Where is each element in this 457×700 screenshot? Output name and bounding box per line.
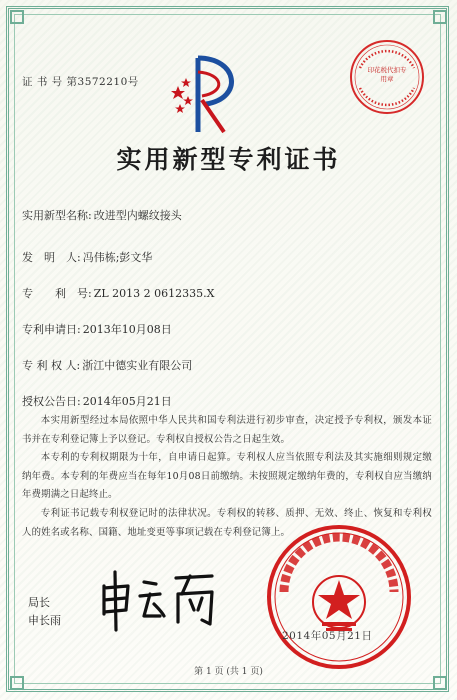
utility-model-name-row — [22, 207, 182, 223]
filing-date-row — [22, 321, 172, 337]
inventor-row — [22, 249, 152, 265]
director-name: 申长雨 — [28, 614, 61, 627]
corner-ornament — [10, 676, 24, 690]
cnipa-logo-icon — [168, 52, 248, 136]
director-title: 局长 — [28, 596, 50, 609]
field-label: 专 利 权 人: — [22, 359, 81, 372]
body-paragraph: 专利证书记载专利权登记时的法律状况。专利权的转移、质押、无效、终止、恢复和专利权人的姓名或名称、国籍、地址变更等事项记载在专利登记簿上。 — [22, 507, 432, 538]
field-label: 实用新型名称: — [22, 209, 92, 222]
director-signature — [94, 564, 224, 634]
corner-ornament — [433, 676, 447, 690]
body-paragraph: 本专利的专利权期限为十年，自申请日起算。专利权人应当依照专利法及其实施细则规定缴纳年费。本专利的年费应当在每年10月08日前缴纳。未按照规定缴纳年费的，专利权自应当缴纳年费期满之日起终止。 — [22, 452, 432, 501]
field-value: ZL 2013 2 0612335.X — [93, 287, 215, 300]
seal-date: 2014年05月21日 — [282, 630, 373, 642]
body-paragraph: 本实用新型经过本局依照中华人民共和国专利法进行初步审查，决定授予专利权，颁发本证书并在专利登记簿上予以登记。专利权自授权公告之日起生效。 — [22, 415, 432, 445]
page-footer: 第 1 页 (共 1 页) — [194, 667, 263, 677]
grant-date-row — [22, 393, 172, 409]
corner-ornament — [433, 10, 447, 24]
tax-stamp-seal — [348, 38, 426, 116]
field-label: 专利申请日: — [22, 323, 81, 336]
field-value: 改进型内螺纹接头 — [93, 209, 182, 222]
field-value: 冯伟栋;彭文华 — [82, 251, 153, 264]
field-label: 发 明 人: — [22, 251, 81, 264]
field-value: 浙江中德实业有限公司 — [82, 359, 193, 372]
official-seal — [264, 522, 414, 672]
field-value: 2013年10月08日 — [82, 323, 172, 336]
certificate-title: 实用新型专利证书 — [116, 145, 341, 174]
field-value: 2014年05月21日 — [82, 395, 172, 408]
patentee-row — [22, 357, 192, 373]
tax-stamp-text: 印花税代扣专用章 — [367, 66, 407, 83]
field-label: 授权公告日: — [22, 395, 81, 408]
certificate-number: 证 书 号 第3572210号 — [22, 76, 139, 88]
patent-number-row — [22, 285, 214, 301]
corner-ornament — [10, 10, 24, 24]
field-label: 专 利 号: — [22, 287, 92, 300]
